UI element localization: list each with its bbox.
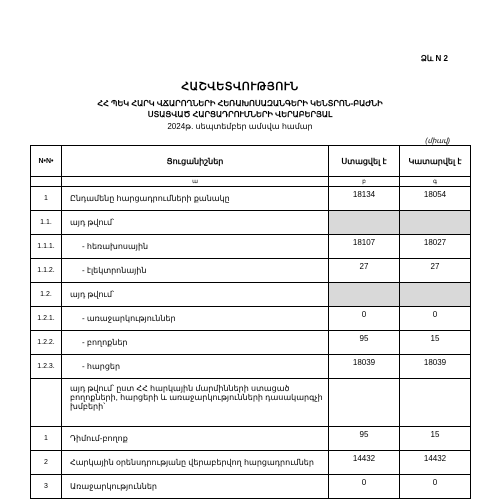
row-completed-value: 0	[400, 475, 471, 499]
table-row	[31, 259, 471, 283]
table-row	[31, 283, 471, 307]
row-label: - առաջարկություններ	[62, 307, 329, 331]
row-completed-value: 27	[400, 259, 471, 283]
row-completed-value: 15	[400, 331, 471, 355]
row-number: 1	[31, 187, 62, 211]
table-row	[31, 475, 471, 499]
table-row	[31, 355, 471, 379]
form-number: Ձև N 2	[420, 54, 448, 63]
row-number: 2	[31, 451, 62, 475]
report-period: 2024թ. սեպտեմբեր ամսվա համար	[167, 122, 313, 131]
row-label: Դիմում-բողոք	[62, 427, 329, 451]
column-letter: ա	[62, 177, 329, 187]
row-received-value: 18107	[329, 235, 400, 259]
row-completed-value	[400, 211, 471, 235]
row-number	[31, 379, 62, 427]
header-completed: Կատարվել է	[400, 146, 471, 177]
row-received-value	[329, 211, 400, 235]
table-row	[31, 451, 471, 475]
subtitle-line-2: ՍՏԱՑՎԱԾ ՀԱՐՑԱԴՐՈՒՄՆԵՐԻ ՎԵՐԱԲԵՐՅԱԼ	[147, 110, 333, 119]
row-number: 1.1.2.	[31, 259, 62, 283]
row-received-value: 0	[329, 307, 400, 331]
row-label: - բողոքներ	[62, 331, 329, 355]
row-received-value: 18039	[329, 355, 400, 379]
row-number: 1	[31, 427, 62, 451]
document-subtitle	[40, 98, 440, 120]
column-letter	[31, 177, 62, 187]
table-row	[31, 235, 471, 259]
subtitle-line-1: ՀՀ ՊԵԿ ՀԱՐԿ ՎՃԱՐՈՂՆԵՐԻ ՀԵՌԱԽՈՍԱԶԱՆԳԵՐԻ ԿԵՆՏՐՈՆ-ԲԱԺՆԻ	[97, 99, 383, 108]
row-number: 1.2.	[31, 283, 62, 307]
row-completed-value: 18027	[400, 235, 471, 259]
row-completed-value: 14432	[400, 451, 471, 475]
row-label: - հարցեր	[62, 355, 329, 379]
row-number: 1.2.1.	[31, 307, 62, 331]
row-received-value: 18134	[329, 187, 400, 211]
row-label: - էլեկտրոնային	[62, 259, 329, 283]
row-received-value: 95	[329, 427, 400, 451]
row-completed-value: 18054	[400, 187, 471, 211]
report-table	[30, 145, 471, 499]
table-row	[31, 427, 471, 451]
column-letter: գ	[400, 177, 471, 187]
row-label: - հեռախոսային	[62, 235, 329, 259]
column-letter-row	[31, 177, 471, 187]
header-received: Ստացվել է	[329, 146, 400, 177]
row-label: այդ թվում՝	[62, 283, 329, 307]
row-label: այդ թվում՝ ըստ ՀՀ հարկային մարմինների ստացած բողոքների, հարցերի և առաջարկությունների դասակարգչի խմբերի՝	[62, 379, 329, 427]
table-row	[31, 211, 471, 235]
table-row	[31, 379, 471, 427]
row-number: 1.2.3.	[31, 355, 62, 379]
row-label: Ընդամենը հարցադրումների քանակը	[62, 187, 329, 211]
header-number: N•N•	[31, 146, 62, 177]
row-completed-value: 18039	[400, 355, 471, 379]
row-number: 3	[31, 475, 62, 499]
row-completed-value: 15	[400, 427, 471, 451]
row-label: Հարկային օրենսդրությանը վերաբերվող հարցադրումներ	[62, 451, 329, 475]
row-received-value	[329, 283, 400, 307]
table-row	[31, 307, 471, 331]
table-body	[31, 187, 471, 499]
row-received-value: 0	[329, 475, 400, 499]
column-letter: բ	[329, 177, 400, 187]
unit-note: (միավ)	[425, 138, 450, 145]
row-completed-value: 0	[400, 307, 471, 331]
row-label: այդ թվում՝	[62, 211, 329, 235]
document-title: ՀԱՇՎԵՏՎՈՒԹՅՈՒՆ	[181, 81, 299, 93]
row-number: 1.1.	[31, 211, 62, 235]
row-received-value: 27	[329, 259, 400, 283]
table-header-row	[31, 146, 471, 177]
header-indicator: Ցուցանիշներ	[62, 146, 329, 177]
row-label: Առաջարկություններ	[62, 475, 329, 499]
row-received-value: 14432	[329, 451, 400, 475]
row-number: 1.2.2.	[31, 331, 62, 355]
table-row	[31, 331, 471, 355]
row-completed-value	[400, 379, 471, 427]
row-completed-value	[400, 283, 471, 307]
table-row	[31, 187, 471, 211]
row-received-value	[329, 379, 400, 427]
row-received-value: 95	[329, 331, 400, 355]
row-number: 1.1.1.	[31, 235, 62, 259]
